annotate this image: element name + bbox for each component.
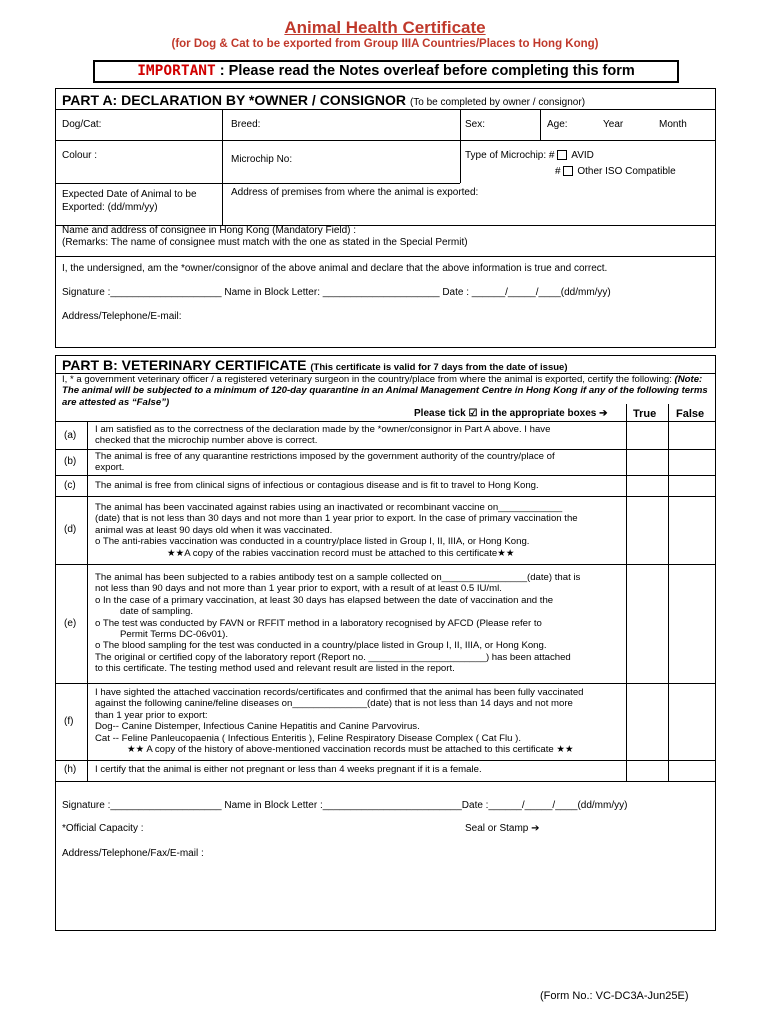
row-b-line: The animal is free of any quarantine restrictions imposed by the government authority of the country/place of xyxy=(95,451,555,462)
row-a-line: checked that the microchip number above is correct. xyxy=(95,435,318,447)
row-f-line: than 1 year prior to export: xyxy=(95,709,208,721)
sex-field[interactable]: Sex: xyxy=(465,119,486,130)
row-e-line: o The blood sampling for the test was conducted in a country/place listed in Group I, II, IIIA, or Hong Kong. xyxy=(95,640,547,652)
row-e-label: (e) xyxy=(64,618,77,629)
part-a-title: PART A: DECLARATION BY *OWNER / CONSIGNOR xyxy=(62,92,407,108)
microchip-type-label xyxy=(465,150,594,162)
seal-or-stamp-label: Seal or Stamp ➔ xyxy=(465,823,540,834)
row-e-line: not less than 90 days and not more than 1 year prior to export, with a result of at least 0.5 IU/ml. xyxy=(95,583,502,595)
part-a-note: (To be completed by owner / consignor) xyxy=(409,97,586,108)
owner-declaration: I, the undersigned, am the *owner/consignor of the above animal and declare that the above information is true and correct. xyxy=(62,263,608,274)
age-field[interactable]: Age: xyxy=(547,119,568,130)
row-d-line: The animal has been vaccinated against rabies using an inactivated or recombinant vaccine on____________ xyxy=(95,502,563,513)
row-d-line: o The anti-rabies vaccination was conducted in a country/place listed in Group I, II, IIIA, or Hong Kong. xyxy=(95,536,530,548)
important-word: IMPORTANT xyxy=(137,63,216,79)
iso-hash: # xyxy=(555,166,561,177)
row-a-line: I am satisfied as to the correctness of the declaration made by the *owner/consignor in Part A above. I have xyxy=(95,424,551,435)
row-d-label: (d) xyxy=(64,524,77,535)
owner-signature-line[interactable]: Signature :____________________ Name in Block Letter: _____________________ Date : ______/_____/____(dd/mm/yy) xyxy=(62,287,611,298)
row-f-label: (f) xyxy=(64,716,74,727)
row-f-line: ★★ A copy of the history of above-mentioned vaccination records must be attached to this certificate ★★ xyxy=(127,744,574,756)
row-b-text xyxy=(95,451,555,474)
consignee-remarks: (Remarks: The name of consignee must match with the one as stated in the Special Permit) xyxy=(62,237,468,248)
age-year-label: Year xyxy=(603,119,624,130)
vet-intro-text: I, * a government veterinary officer / a registered veterinary surgeon in the country/place from where the animal is exported, certify the following: xyxy=(62,374,672,385)
age-month-label: Month xyxy=(659,119,687,130)
microchip-type-text: Type of Microchip: # xyxy=(465,150,555,161)
row-d-text xyxy=(95,502,578,559)
iso-option xyxy=(555,166,676,178)
iso-checkbox[interactable] xyxy=(563,166,573,176)
part-b-title: PART B: VETERINARY CERTIFICATE xyxy=(62,357,307,373)
row-h-label: (h) xyxy=(64,764,77,775)
row-h-line: I certify that the animal is either not pregnant or less than 4 weeks pregnant if it is a female. xyxy=(95,764,482,775)
row-d-line: ★★A copy of the rabies vaccination record must be attached to this certificate★★ xyxy=(167,547,515,559)
avid-checkbox[interactable] xyxy=(557,150,567,160)
avid-label: AVID xyxy=(571,150,594,161)
row-b-label: (b) xyxy=(64,456,77,467)
certificate-title: Animal Health Certificate xyxy=(284,18,486,37)
certificate-subtitle: (for Dog & Cat to be exported from Group IIIA Countries/Places to Hong Kong) xyxy=(171,38,599,50)
vet-intro xyxy=(62,374,710,408)
row-a-label: (a) xyxy=(64,430,77,441)
row-e-line: o The test was conducted by FAVN or RFFIT method in a laboratory recognised by AFCD (Please refer to xyxy=(95,617,542,629)
row-f-line: against the following canine/feline diseases on______________(date) that is not less than 14 days and not more xyxy=(95,698,573,710)
false-tick-column[interactable] xyxy=(669,421,715,781)
row-e-line: The animal has been subjected to a rabies antibody test on a sample collected on________________(date) that is xyxy=(95,572,581,583)
row-c-line: The animal is free from clinical signs of infectious or contagious disease and is fit to travel to Hong Kong. xyxy=(95,480,539,491)
row-e-line: to this certificate. The testing method used and relevant result are listed in the report. xyxy=(95,663,455,675)
false-column-header: False xyxy=(676,408,705,420)
true-column-header: True xyxy=(633,408,657,420)
row-f-line: Cat -- Feline Panleucopaenia ( Infectious Enteritis ), Feline Respiratory Disease Complex ( Cat Flu ). xyxy=(95,732,522,744)
row-f-line: Dog-- Canine Distemper, Infectious Canine Hepatitis and Canine Parvovirus. xyxy=(95,721,420,733)
important-notice xyxy=(93,60,679,83)
form-number: (Form No.: VC-DC3A-Jun25E) xyxy=(540,990,689,1002)
row-c-text xyxy=(95,480,539,491)
colour-field[interactable]: Colour : xyxy=(62,150,98,161)
tick-instruction: Please tick ☑ in the appropriate boxes ➔ xyxy=(414,408,608,419)
official-capacity-field[interactable]: *Official Capacity : xyxy=(62,823,144,834)
row-c-label: (c) xyxy=(64,480,76,491)
microchip-no-field[interactable]: Microchip No: xyxy=(231,154,293,165)
row-a-text xyxy=(95,424,550,447)
row-d-line: animal was at least 90 days old when it was vaccinated. xyxy=(95,524,333,536)
vet-intro-note: (Note: The animal will be subjected to a minimum of 120-day quarantine in an Animal Management Centre in Hong Kong if any of the following terms are attested as “False”) xyxy=(62,374,708,408)
dog-cat-field[interactable]: Dog/Cat: xyxy=(62,119,102,130)
row-e-line: date of sampling. xyxy=(120,606,194,618)
row-b-line: export. xyxy=(95,462,125,474)
row-f-line: I have sighted the attached vaccination records/certificates and confirmed that the animal has been fully vaccinated xyxy=(95,687,584,698)
iso-label: Other ISO Compatible xyxy=(577,166,676,177)
row-e-line: The original or certified copy of the laboratory report (Report no. ______________________) has been attached xyxy=(95,651,571,663)
vet-address-field[interactable]: Address/Telephone/Fax/E-mail : xyxy=(62,848,204,859)
important-text: : Please read the Notes overleaf before completing this form xyxy=(215,63,635,79)
row-e-text xyxy=(95,572,580,675)
owner-address-field[interactable]: Address/Telephone/E-mail: xyxy=(62,311,182,322)
part-a-heading xyxy=(62,92,585,108)
row-e-line: Permit Terms DC-06v01). xyxy=(120,629,229,641)
row-f-text xyxy=(95,687,584,755)
part-b-note: (This certificate is valid for 7 days from the date of issue) xyxy=(310,362,568,373)
row-e-line: o In the case of a primary vaccination, at least 30 days has elapsed between the date of vaccination and the xyxy=(95,594,554,606)
breed-field[interactable]: Breed: xyxy=(231,119,261,130)
vet-signature-line[interactable]: Signature :____________________ Name in Block Letter :_________________________Date :______/_____/____(dd/mm/yy) xyxy=(62,800,628,811)
premises-address-field[interactable]: Address of premises from where the animal is exported: xyxy=(231,187,479,198)
consignee-field[interactable]: Name and address of consignee in Hong Kong (Mandatory Field) : xyxy=(62,225,357,236)
part-b-heading xyxy=(62,357,568,373)
row-h-text xyxy=(95,764,482,775)
true-tick-column[interactable] xyxy=(627,421,668,781)
expected-export-date-field[interactable]: Expected Date of Animal to be Exported: (dd/mm/yy) xyxy=(62,189,197,213)
row-d-line: (date) that is not less than 30 days and not more than 1 year prior to export. In the case of primary vaccination the xyxy=(95,513,578,525)
